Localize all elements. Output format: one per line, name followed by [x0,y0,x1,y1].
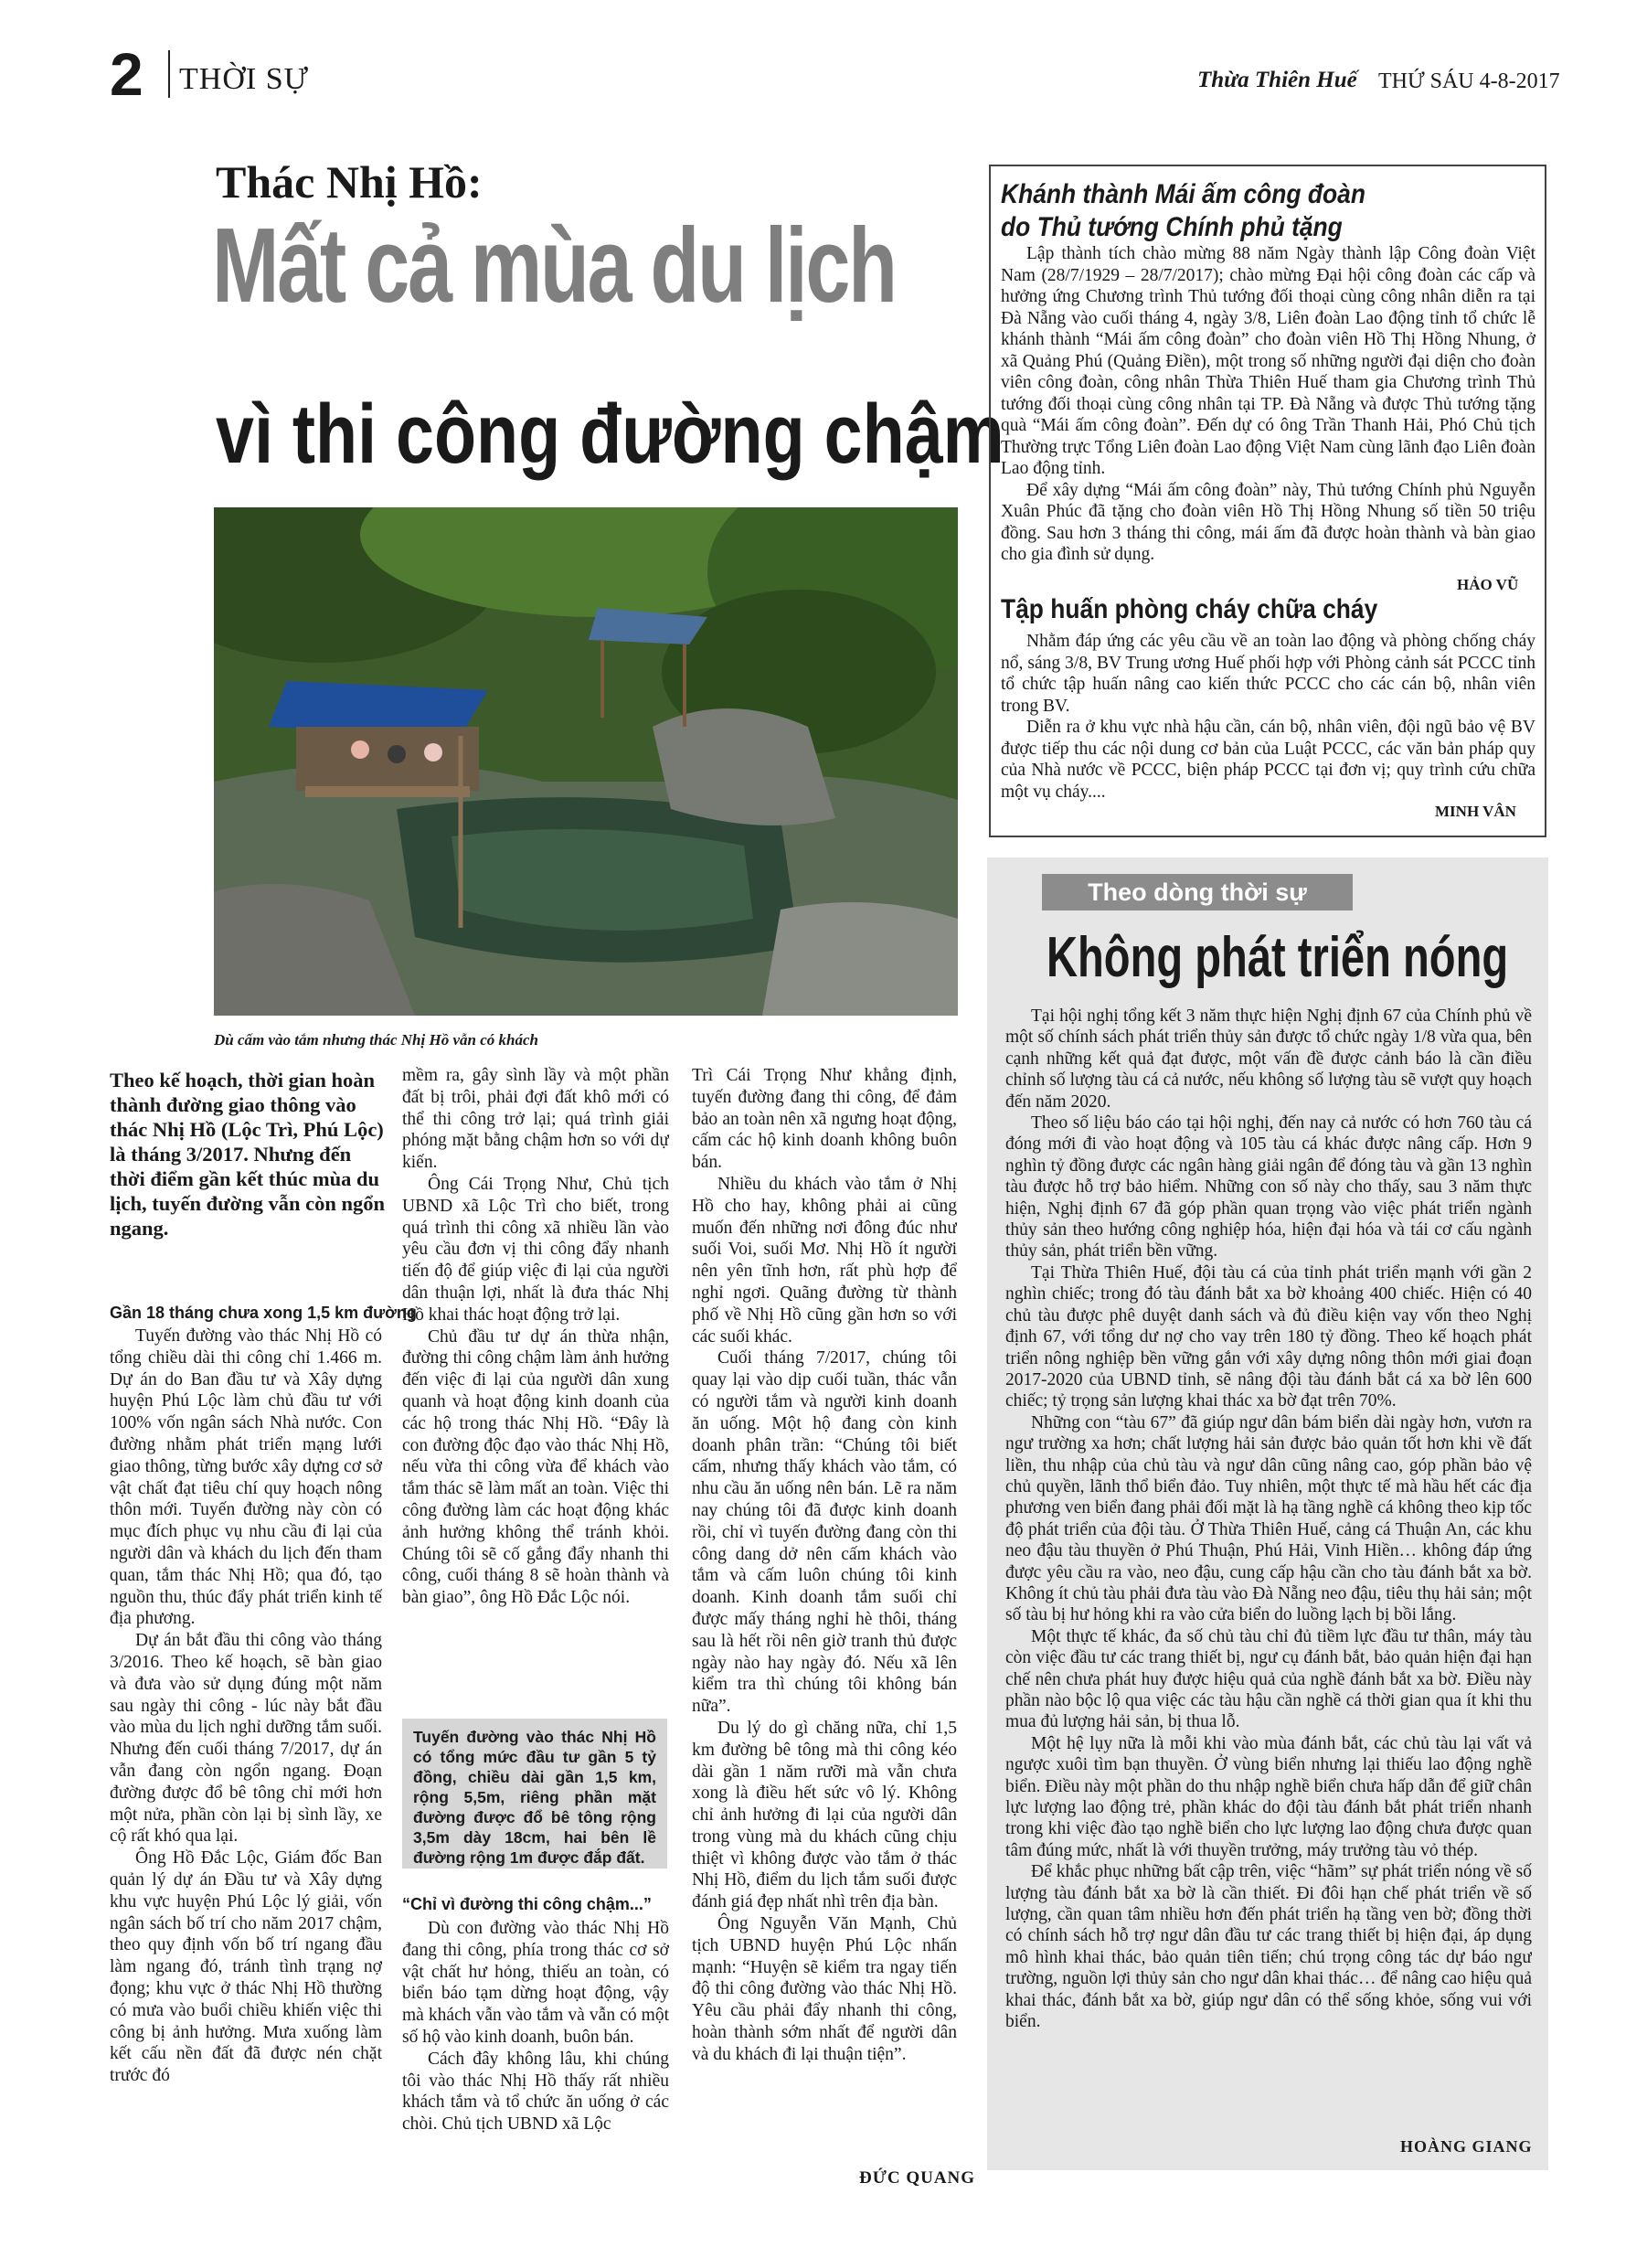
paragraph: Tại hội nghị tổng kết 3 năm thực hiện Nghị định 67 của Chính phủ về một số chính sách phát triển thủy sản được tổ chức ngày 1/8 vừa qua, bên cạnh những kết quả đạt được, một vấn đề được cảnh báo là cần điều chỉnh số lượng tàu cá cả nước, nếu không số lượng tàu sẽ vượt quy hoạch đến năm 2020. [1005,1006,1532,1112]
column-2 [402,1065,669,1714]
subhead-1: Gần 18 tháng chưa xong 1,5 km đường [110,1304,417,1322]
opinion-byline: HOÀNG GIANG [1400,2137,1533,2156]
headline-line-1: Mất cả mùa du lịch [212,206,896,325]
brief-byline-2: MINH VÂN [1435,803,1516,820]
paragraph: Dù con đường vào thác Nhị Hồ đang thi công, phía trong thác cơ sở vật chất hư hỏng, thiếu an toàn, có biển báo tạm dừng hoạt động, vậy mà khách vẫn vào tắm và vẫn có một số hộ vào kinh doanh, buôn bán. [402,1919,669,2047]
brief-title-2: Tập huấn phòng cháy chữa cháy [1001,594,1378,624]
newspaper-name: Thừa Thiên Huế [1197,68,1357,92]
paragraph: Cuối tháng 7/2017, chúng tôi quay lại vào dịp cuối tuần, thác vẫn có người tắm và người kinh doanh ăn uống. Một hộ đang còn kinh doanh phân trần: “Chúng tôi biết cấm, nhưng thấy khách vào tắm, có nhu cầu ăn uống nên bán. Lẽ ra năm nay chúng tôi đã được kinh doanh rồi, chỉ vì tuyến đường đang còn thi công dang dở nên cấm khách vào tắm và cấm luôn chúng tôi kinh doanh. Kinh doanh tắm suối chỉ được mấy tháng nghỉ hè thôi, tháng sau là hết rồi nên giờ tranh thủ được ngày nào hay ngày đó. Nếu xã lên kiểm tra thì chúng tôi không bán nữa”. [692,1348,957,1717]
brief-text-2 [1001,631,1535,803]
paragraph: Chủ đầu tư dự án thừa nhận, đường thi công chậm làm ảnh hưởng đến việc đi lại của người dân xung quanh và hoạt động kinh doanh của các hộ trong thác Nhị Hồ. “Đây là con đường độc đạo vào thác Nhị Hồ, nếu vừa thi công vừa để khách vào tắm thác sẽ làm mất an toàn. Việc thi công đường làm các hoạt động khác ảnh hưởng không thể tránh khỏi. Chúng tôi sẽ cố gắng đẩy nhanh thi công, cuối tháng 8 sẽ hoàn thành và bàn giao”, ông Hồ Đắc Lộc nói. [402,1326,669,1608]
opinion-body [1005,1006,1532,2139]
paragraph: Du lý do gì chăng nữa, chỉ 1,5 km đường bê tông mà thi công kéo dài gần 1 năm rưỡi mà vẫn chưa xong là điều hết sức vô lý. Không chỉ ảnh hưởng đi lại của người dân trong vùng mà du khách cũng chịu thiệt vì không được vào tắm ở thác Nhị Hồ, điểm du lịch tắm suối được đánh giá đẹp nhất nhì trên địa bàn. [692,1718,957,1912]
page-number: 2 [110,40,143,108]
paragraph: Những con “tàu 67” đã giúp ngư dân bám biển dài ngày hơn, vươn ra ngư trường xa hơn; chất lượng hải sản được bảo quản tốt hơn khi về đất liền, thu nhập của chủ tàu và ngư dân cũng nâng cao, góp phần bảo vệ chủ quyền, lãnh thổ biển đảo. Tuy nhiên, một thực tế mà hầu hết các địa phương ven biển đang phải đối mặt là hạ tầng nghề cá không theo kịp tốc độ phát triển của đội tàu. Ở Thừa Thiên Huế, cảng cá Thuận An, các khu neo đậu tàu thuyền ở Phú Thuận, Phú Hải, Vinh Hiền… không đáp ứng được yêu cầu ra vào, neo đậu, cung cấp hậu cần cho tàu đánh bắt xa bờ. Không ít chủ tàu phải đưa tàu vào Đà Nẵng neo đậu, tiêu thụ hải sản; một số tàu bị hư hỏng khi ra vào cửa biển do luồng lạch bị bồi lắng. [1005,1412,1532,1625]
photo-caption: Dù cấm vào tắm nhưng thác Nhị Hồ vẫn có khách [214,1031,538,1049]
column-1 [110,1326,382,2167]
article-lead: Theo kế hoạch, thời gian hoàn thành đường giao thông vào thác Nhị Hồ (Lộc Trì, Phú Lộc) là tháng 3/2017. Nhưng đến thời điểm gần kết thúc mùa du lịch, tuyến đường vẫn còn ngổn ngang. [110,1069,386,1240]
paragraph: Ông Nguyễn Văn Mạnh, Chủ tịch UBND huyện Phú Lộc nhấn mạnh: “Huyện sẽ kiểm tra ngay tiến độ thi công đường vào thác Nhị Hồ. Yêu cầu phải đẩy nhanh thi công, hoàn thành sớm nhất để người dân và du khách đi lại thuận tiện”. [692,1914,957,2064]
paragraph: Lập thành tích chào mừng 88 năm Ngày thành lập Công đoàn Việt Nam (28/7/1929 – 28/7/2017); chào mừng Đại hội công đoàn các cấp và hưởng ứng Chương trình Thủ tướng đối thoại cùng công nhân diễn ra tại Đà Nẵng vào cuối tháng 4, ngày 3/8, Liên đoàn Lao động tỉnh tổ chức lễ khánh thành “Mái ấm công đoàn” cho đoàn viên Hồ Thị Hồng Nhung, ở xã Quảng Phú (Quảng Điền), một trong số những người đại diện cho đoàn viên công đoàn, công nhân Thừa Thiên Huế tham gia Chương trình Thủ tướng đối thoại cùng công nhân tại TP. Đà Nẵng và được Thủ tướng tặng quà “Mái ấm công đoàn”. Đến dự có ông Trần Thanh Hải, Phó Chủ tịch Thường trực Tổng Liên đoàn Lao động Việt Nam cùng lãnh đạo Liên đoàn Lao động tỉnh. [1001,244,1535,478]
paragraph: Ông Hồ Đắc Lộc, Giám đốc Ban quản lý dự án Đầu tư và Xây dựng khu vực huyện Phú Lộc lý giải, vốn ngân sách bố trí cho năm 2017 chậm, theo quy định vốn bố trí ngang đầu làm ngang đó, tránh tình trạng nợ đọng; khu vực ở thác Nhị Hồ thường có mưa vào buổi chiều khiến việc thi công bị ảnh hưởng. Mưa xuống làm kết cấu nền đất đã được nén chặt trước đó [110,1848,382,2086]
opinion-title: Không phát triển nóng [1047,926,1509,989]
fact-box: Tuyến đường vào thác Nhị Hồ có tổng mức đầu tư gần 5 tỷ đồng, chiều dài gần 1,5 km, rộng 5,5m, riêng phần mặt đường được đổ bê tông rộng 3,5m dày 18cm, hai bên lề đường rộng 1m được đắp đất. [402,1719,667,1869]
paragraph: Cách đây không lâu, khi chúng tôi vào thác Nhị Hồ thấy rất nhiều khách tắm và tổ chức ăn uống ở các chòi. Chủ tịch UBND xã Lộc [402,2049,669,2135]
subhead-2: “Chỉ vì đường thi công chậm...” [402,1895,652,1913]
paragraph: Một thực tế khác, đa số chủ tàu chỉ đủ tiềm lực đầu tư thân, máy tàu còn việc đầu tư các trang thiết bị, ngư cụ đánh bắt, bảo quản hiện đại hạn chế nên chưa phát huy được hiệu quả của nghề đánh bắt xa bờ. Điều này phần nào bộc lộ qua việc các tàu hậu cần nghề cá thời gian qua ít khi thu mua đủ lượng hải sản, bị thua lỗ. [1005,1626,1532,1732]
column-3 [692,1065,957,2157]
column-2-continued [402,1918,669,2167]
paragraph: Tuyến đường vào thác Nhị Hồ có tổng chiều dài thi công chỉ 1.466 m. Dự án do Ban đầu tư và Xây dựng huyện Phú Lộc làm chủ đầu tư với 100% vốn ngân sách Nhà nước. Con đường nhằm phát triển mạng lưới giao thông, từng bước xây dựng cơ sở vật chất đạt tiêu chí quy hoạch nông thôn mới. Tuyến đường này còn có mục đích phục vụ nhu cầu đi lại của người dân và khách du lịch đến tham quan, tắm thác Nhị Hồ; qua đó, tạo nguồn thu, thúc đẩy phát triển kinh tế địa phương. [110,1326,382,1629]
issue-date: THỨ SÁU 4-8-2017 [1378,69,1560,93]
paragraph: Ông Cái Trọng Như, Chủ tịch UBND xã Lộc Trì cho biết, trong quá trình thi công xã nhiều lần vào yêu cầu đơn vị thi công đẩy nhanh tiến độ để giúp việc đi lại của người dân thuận lợi, nhất là đưa thác Nhị Hồ khai thác hoạt động trở lại. [402,1174,669,1325]
paragraph: Nhiều du khách vào tắm ở Nhị Hồ cho hay, không phải ai cũng muốn đến những nơi đông đúc như suối Voi, suối Mơ. Nhị Hồ ít người nên yên tĩnh hơn, rất phù hợp để nghỉ ngơi. Quãng đường từ thành phố về Nhị Hồ cũng gần hơn so với các suối khác. [692,1174,957,1347]
paragraph: Dự án bắt đầu thi công vào tháng 3/2016. Theo kế hoạch, sẽ bàn giao và đưa vào sử dụng đúng một năm sau ngày thi công - lúc này bắt đầu vào mùa du lịch nghỉ dưỡng tắm suối. Nhưng đến cuối tháng 7/2017, dự án vẫn đang còn ngổn ngang. Đoạn đường được đổ bê tông chỉ mới hơn một nửa, phần còn lại bị sình lầy, xe cộ rất khó qua lại. [110,1631,382,1847]
brief-title-1: Khánh thành Mái ấm công đoàn do Thủ tướng Chính phủ tặng [1001,179,1365,242]
paragraph: Một hệ lụy nữa là mỗi khi vào mùa đánh bắt, các chủ tàu lại vất vả ngược xuôi tìm bạn thuyền. Ở vùng biển nhưng lại thiếu lao động nghề biển. Điều này một phần do thu nhập nghề biển chưa hấp dẫn để giữ chân lực lượng lao động trẻ, phần khác do đội tàu đánh bắt phát triển nhanh trong khi việc đào tạo nghề biển cho lực lượng lao động chưa được quan tâm đúng mức, nhất là với thuyền trưởng, máy trưởng tàu vỏ thép. [1005,1733,1532,1860]
brief-text-1 [1001,243,1535,566]
brief-byline-1: HẢO VŨ [1457,576,1519,593]
headline-line-2: vì thi công đường chậm [216,388,1004,481]
paragraph: Nhằm đáp ứng các yêu cầu về an toàn lao động và phòng chống cháy nổ, sáng 3/8, BV Trung ương Huế phối hợp với Phòng cảnh sát PCCC tỉnh tổ chức tập huấn nâng cao kiến thức PCCC cho các cán bộ, nhân viên trong BV. [1001,632,1535,716]
header-divider [168,50,170,98]
paragraph: Diễn ra ở khu vực nhà hậu cần, cán bộ, nhân viên, đội ngũ bảo vệ BV được tiếp thu các nội dung cơ bản của Luật PCCC, các văn bản pháp quy của Nhà nước về PCCC, biện pháp PCCC tại đơn vị; quy trình cứu chữa một vụ cháy.... [1001,718,1535,802]
paragraph: Trì Cái Trọng Như khẳng định, tuyến đường đang thi công, để đảm bảo an toàn nên xã ngưng hoạt động, cấm các hộ kinh doanh không buôn bán. [692,1066,957,1173]
waterfall-photo-illustration [214,507,958,1016]
paragraph: Tại Thừa Thiên Huế, đội tàu cá của tỉnh phát triển mạnh với gần 2 nghìn chiếc; trong đó tàu đánh bắt xa bờ khoảng 400 chiếc. Hiện có 40 chủ tàu được phê duyệt danh sách và đủ điều kiện vay vốn theo Nghị định 67, với tổng dư nợ cho vay trên 180 tỷ đồng. Theo kế hoạch phát triển nông nghiệp bền vững gắn với xây dựng nông thôn mới giai đoạn 2017-2020 của UBND tỉnh, sẽ nâng đội tàu đánh bắt cá xa bờ lên 600 chiếc; tỷ trọng sản lượng khai thác xa bờ đạt trên 70%. [1005,1262,1532,1411]
waterfall-photo [214,507,958,1016]
section-name: THỜI SỰ [179,62,309,96]
paragraph: Theo số liệu báo cáo tại hội nghị, đến nay cả nước có hơn 760 tàu cá đóng mới đi vào hoạt động và 105 tàu cá khác được nâng cấp. Hơn 9 nghìn tỷ đồng được các ngân hàng giải ngân để đóng tàu và gần 13 nghìn tàu được hỗ trợ bảo hiểm. Những con số này cho thấy, sau 3 năm thực hiện, Nghị định 67 đã góp phần quan trọng vào việc phát triển ngành thủy sản theo hướng công nghiệp hóa, hiện đại hóa và tái cơ cấu ngành thủy sản, phát triển bền vững. [1005,1113,1532,1262]
article-kicker: Thác Nhị Hồ: [216,156,483,208]
opinion-tag: Theo dòng thời sự [1042,874,1353,910]
paragraph: Để khắc phục những bất cập trên, việc “hãm” sự phát triển nóng về số lượng tàu đánh bắt xa bờ là cần thiết. Đi đôi hạn chế phát triển về số lượng, cần quan tâm nhiều hơn đến phát triển hạ tầng ven bờ; đồng thời có chính sách hỗ trợ ngư dân đầu tư các trang thiết bị hiện đại, áp dụng mô hình khai thác, bảo quản tiên tiến; chú trọng công tác dự báo ngư trường, nguồn lợi thủy sản cho ngư dân khai thác… để nâng cao hiệu quả khai thác, đánh bắt xa bờ, giúp ngư dân có thể sống khỏe, sống vui với biển. [1005,1862,1532,2032]
paragraph: mềm ra, gây sình lầy và một phần đất bị trôi, phải đợi đất khô mới có thể thi công trở lại; quá trình giải phóng mặt bằng chậm hơn so với dự kiến. [402,1066,669,1173]
article-byline: ĐỨC QUANG [859,2168,976,2188]
paragraph: Để xây dựng “Mái ấm công đoàn” này, Thủ tướng Chính phủ Nguyễn Xuân Phúc đã tặng cho đoàn viên Hồ Thị Hồng Nhung số tiền 50 triệu đồng. Sau hơn 3 tháng thi công, mái ấm đã được hoàn thành và bàn giao cho gia đình sử dụng. [1001,480,1535,564]
